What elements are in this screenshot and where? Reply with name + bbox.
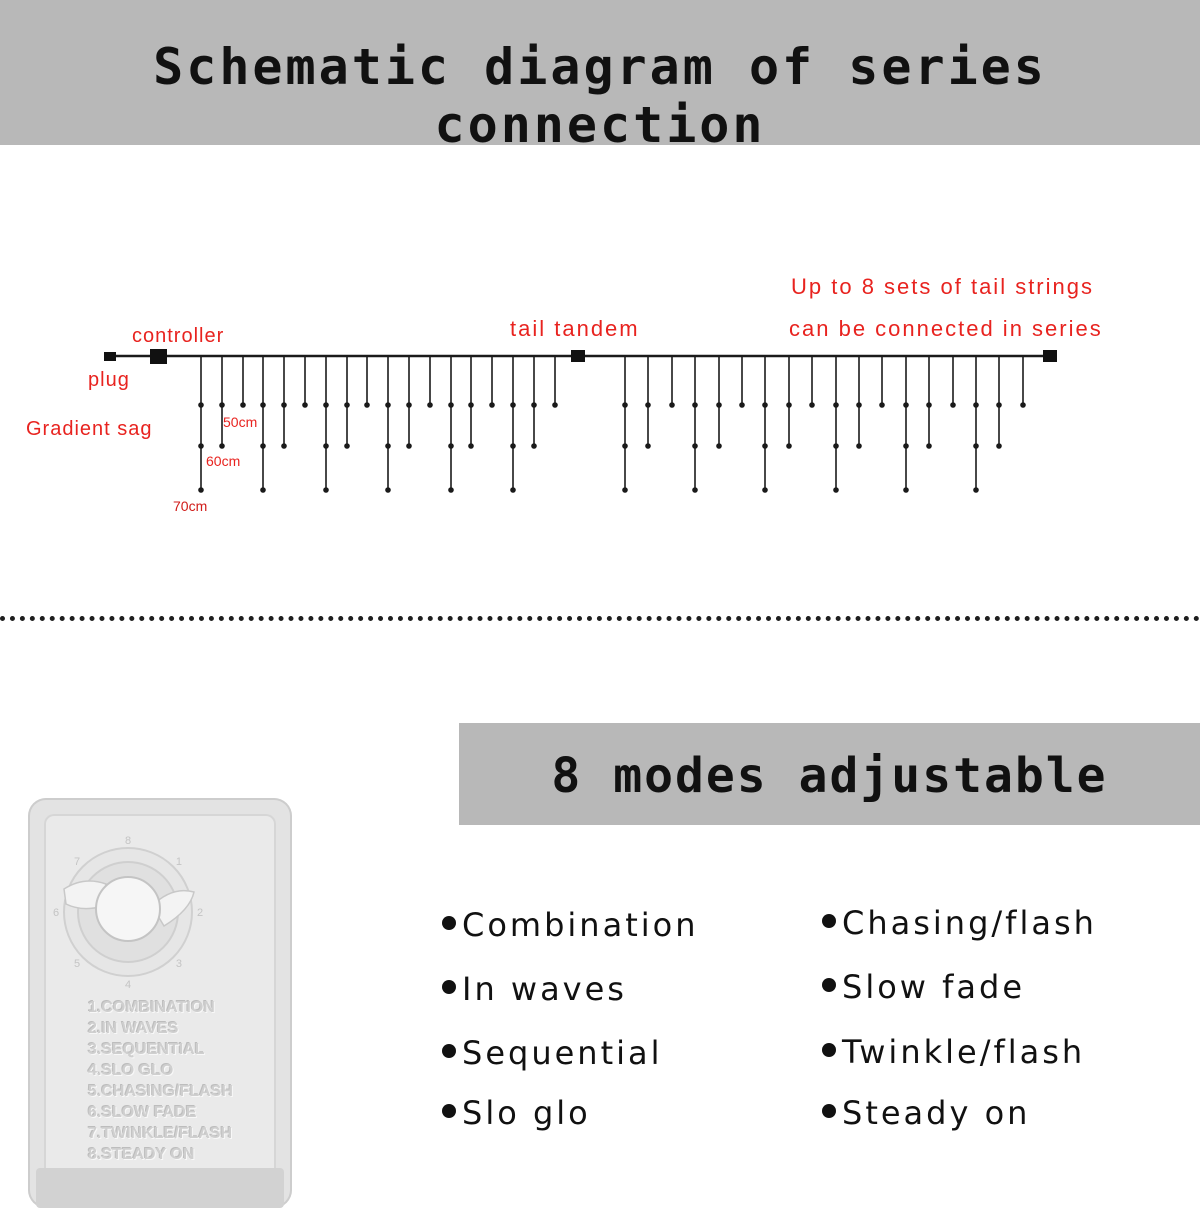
bullet-icon [822, 1104, 836, 1118]
mode-item: In waves [442, 970, 627, 1008]
series-connection-diagram [0, 0, 1200, 600]
led-bulb [692, 487, 698, 493]
led-bulb [281, 402, 287, 408]
led-bulb [692, 402, 698, 408]
led-bulb [926, 402, 932, 408]
bullet-icon [442, 980, 456, 994]
series-note-line1: Up to 8 sets of tail strings [791, 274, 1094, 299]
mode-item: Slo glo [442, 1094, 591, 1132]
led-bulb [786, 443, 792, 449]
dial-knob [96, 877, 160, 941]
mode-item: Sequential [442, 1034, 663, 1072]
length-70cm-label: 70cm [173, 498, 208, 514]
length-50cm-label: 50cm [223, 414, 258, 430]
led-bulb [926, 443, 932, 449]
led-bulb [622, 443, 628, 449]
led-bulb [531, 402, 537, 408]
led-bulb [260, 487, 266, 493]
led-bulb [645, 402, 651, 408]
led-bulb [1020, 402, 1026, 408]
dial-number: 4 [124, 979, 132, 991]
controller-mode-list [88, 997, 233, 1165]
controller-bottom-strip [36, 1168, 284, 1208]
led-bulb [448, 443, 454, 449]
led-bulb [385, 487, 391, 493]
controller-list-item: 1.COMBINATION [88, 999, 215, 1016]
led-bulb [323, 487, 329, 493]
mode-item: Slow fade [822, 968, 1025, 1006]
led-bulb [833, 402, 839, 408]
dial-number: 5 [74, 957, 81, 970]
led-bulb [406, 443, 412, 449]
led-bulb [856, 402, 862, 408]
led-bulb [903, 402, 909, 408]
led-bulb [240, 402, 246, 408]
mode-item: Steady on [822, 1094, 1030, 1132]
page-title: Schematic diagram of series connection [153, 38, 1047, 154]
modes-title: 8 modes adjustable [551, 748, 1108, 804]
controller-list-item: 4.SLO GLO [88, 1062, 174, 1079]
controller-list-item: 2.IN WAVES [88, 1020, 179, 1037]
dial-number: 3 [175, 957, 182, 970]
controller-list-item: 6.SLOW FADE [88, 1104, 197, 1121]
led-bulb [468, 402, 474, 408]
led-bulb [219, 402, 225, 408]
led-bulb [645, 443, 651, 449]
gradient-sag-label: Gradient sag [26, 418, 153, 440]
led-bulb [510, 487, 516, 493]
led-bulb [973, 487, 979, 493]
led-bulb [198, 402, 204, 408]
led-bulb [809, 402, 815, 408]
led-bulb [302, 402, 308, 408]
led-bulb [762, 402, 768, 408]
controller-list-item: 7.TWINKLE/FLASH [88, 1125, 232, 1142]
mode-item: Chasing/flash [822, 904, 1097, 942]
tail-tandem-connector [571, 350, 585, 362]
led-bulb [833, 487, 839, 493]
mode-item: Twinkle/flash [822, 1033, 1085, 1071]
led-bulb [385, 443, 391, 449]
led-bulb [198, 443, 204, 449]
end-connector [1043, 350, 1057, 362]
led-bulb [323, 402, 329, 408]
plug-connector [104, 352, 116, 361]
led-bulb [427, 402, 433, 408]
plug-label: plug [88, 369, 130, 391]
led-bulb [762, 487, 768, 493]
led-bulb [716, 443, 722, 449]
led-bulb [448, 402, 454, 408]
controller-face [44, 814, 276, 1186]
led-bulb [669, 402, 675, 408]
led-bulb [856, 443, 862, 449]
length-60cm-label: 60cm [206, 453, 241, 469]
led-bulb [260, 402, 266, 408]
bullet-icon [442, 1044, 456, 1058]
mode-dial [44, 814, 276, 994]
bullet-icon [822, 914, 836, 928]
dial-number: 8 [124, 835, 132, 847]
dial-number: 7 [74, 856, 81, 869]
bullet-icon [822, 1043, 836, 1057]
led-bulb [364, 402, 370, 408]
led-bulb [973, 402, 979, 408]
mode-item: Combination [442, 906, 698, 944]
led-bulb [973, 443, 979, 449]
led-bulb [198, 487, 204, 493]
led-bulb [468, 443, 474, 449]
bullet-icon [442, 916, 456, 930]
led-bulb [739, 402, 745, 408]
controller-list-item: 3.SEQUENTIAL [88, 1041, 205, 1058]
tail-tandem-label: tail tandem [510, 316, 640, 341]
led-bulb [996, 402, 1002, 408]
led-bulb [385, 402, 391, 408]
led-bulb [281, 443, 287, 449]
controller-box-symbol [150, 349, 167, 364]
led-bulb [833, 443, 839, 449]
series-note-line2: can be connected in series [789, 316, 1103, 341]
led-bulb [622, 402, 628, 408]
led-bulb [879, 402, 885, 408]
controller-list-item: 5.CHASING/FLASH [88, 1083, 233, 1100]
led-bulb [510, 443, 516, 449]
led-bulb [448, 487, 454, 493]
drop-strands [198, 356, 1026, 493]
led-bulb [692, 443, 698, 449]
led-bulb [903, 443, 909, 449]
led-bulb [510, 402, 516, 408]
led-bulb [903, 487, 909, 493]
led-bulb [489, 402, 495, 408]
led-bulb [406, 402, 412, 408]
led-bulb [950, 402, 956, 408]
led-bulb [260, 443, 266, 449]
led-bulb [531, 443, 537, 449]
led-bulb [786, 402, 792, 408]
led-bulb [552, 402, 558, 408]
led-bulb [344, 443, 350, 449]
led-bulb [762, 443, 768, 449]
bullet-icon [442, 1104, 456, 1118]
led-bulb [219, 443, 225, 449]
led-bulb [716, 402, 722, 408]
led-bulb [323, 443, 329, 449]
led-bulb [344, 402, 350, 408]
dial-number: 6 [52, 907, 60, 919]
modes-banner [459, 723, 1200, 825]
controller-list-item: 8.STEADY ON [88, 1146, 195, 1163]
dial-number: 1 [175, 856, 182, 869]
controller-device-image [28, 798, 292, 1208]
dial-number: 2 [196, 907, 204, 919]
led-bulb [996, 443, 1002, 449]
bullet-icon [822, 978, 836, 992]
controller-label: controller [132, 325, 225, 347]
dotted-separator [0, 616, 1200, 621]
led-bulb [622, 487, 628, 493]
